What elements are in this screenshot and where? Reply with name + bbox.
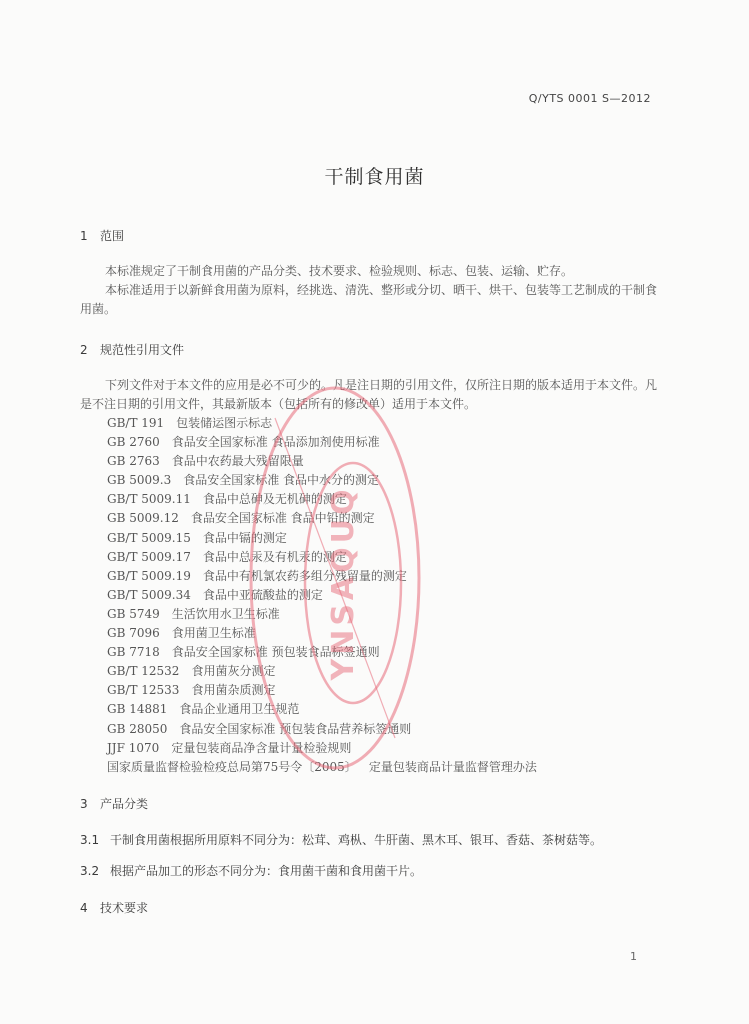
reference-code: GB 5009.3: [107, 473, 172, 488]
section-2-intro: 下列文件对于本文件的应用是必不可少的。凡是注日期的引用文件，仅所注日期的版本适用于本文件。凡是不注日期的引用文件，其最新版本（包括所有的修改单）适用于本文件。: [80, 378, 658, 411]
reference-title: 食品安全国家标准 食品中水分的测定: [183, 473, 380, 488]
reference-title: 食用菌卫生标准: [171, 626, 256, 641]
reference-code: GB 2763: [107, 454, 160, 469]
reference-title: 食品中亚硫酸盐的测定: [202, 587, 323, 602]
section-2-heading: [80, 341, 184, 358]
section-title: 产品分类: [100, 797, 149, 811]
clause-3-2: [80, 862, 422, 879]
reference-code: JJF 1070: [107, 740, 160, 755]
reference-title: 食用菌灰分测定: [191, 664, 276, 679]
reference-title: 食品安全国家标准 预包装食品标签通则: [171, 645, 380, 660]
clause-number: 3.2: [80, 864, 100, 878]
reference-code: GB 5749: [107, 606, 160, 621]
reference-title: 食品企业通用卫生规范: [179, 702, 300, 717]
clause-number: 3.1: [80, 833, 100, 847]
reference-code: GB 7096: [107, 626, 160, 641]
stamp-lettering: YNSAQUQ: [326, 485, 361, 681]
reference-title: 食品安全国家标准 预包装食品营养标签通则: [179, 721, 412, 736]
clause-text: 干制食用菌根据所用原料不同分为：松茸、鸡枞、牛肝菌、黑木耳、银耳、香菇、茶树菇等。: [110, 833, 603, 847]
section-1-heading: [80, 227, 124, 244]
reference-code: 国家质量监督检验检疫总局第75号令〔2005〕: [107, 759, 357, 774]
reference-title: 包装储运图示标志: [176, 416, 273, 430]
section-1-paragraph-1: 本标准规定了干制食用菌的产品分类、技术要求、检验规则、标志、包装、运输、贮存。: [105, 264, 574, 278]
reference-title: 食品中农药最大残留限量: [171, 454, 304, 469]
clause-3-1: [80, 831, 602, 848]
reference-code: GB/T 12533: [107, 683, 180, 698]
section-number: 4: [80, 901, 88, 915]
page-number: 1: [630, 950, 637, 963]
reference-title: 食品中总砷及无机砷的测定: [202, 492, 347, 507]
section-number: 1: [80, 229, 88, 243]
section-title: 规范性引用文件: [100, 343, 185, 357]
reference-title: 定量包装商品计量监督管理办法: [368, 759, 537, 774]
reference-code: GB/T 5009.34: [107, 587, 191, 602]
reference-title: 食品安全国家标准 食品中铅的测定: [190, 511, 375, 526]
section-number: 3: [80, 797, 88, 811]
reference-code: GB/T 5009.17: [107, 549, 191, 564]
reference-code: GB 7718: [107, 645, 160, 660]
reference-title: 食品中总汞及有机汞的测定: [202, 549, 347, 564]
reference-title: 定量包装商品净含量计量检验规则: [171, 740, 352, 755]
reference-code: GB/T 5009.15: [107, 530, 191, 545]
reference-code: GB 14881: [107, 702, 168, 717]
section-title: 范围: [100, 229, 125, 243]
reference-title: 食品中镉的测定: [202, 530, 287, 545]
section-4-heading: [80, 899, 148, 916]
section-title: 技术要求: [100, 901, 149, 915]
registration-stamp: [245, 378, 425, 778]
section-3-heading: [80, 795, 148, 812]
reference-title: 生活饮用水卫生标准: [171, 606, 280, 621]
reference-title: 食品中有机氯农药多组分残留量的测定: [202, 568, 407, 583]
reference-code: GB 28050: [107, 721, 168, 736]
reference-code: GB 2760: [107, 435, 160, 450]
reference-code: GB/T 5009.11: [107, 492, 191, 507]
reference-code: GB/T 191: [107, 416, 165, 430]
section-1-paragraph-2: 本标准适用于以新鲜食用菌为原料，经挑选、清洗、整形或分切、晒干、烘干、包装等工艺制成的干制食用菌。: [80, 283, 658, 316]
reference-code: GB 5009.12: [107, 511, 179, 526]
section-number: 2: [80, 343, 88, 357]
document-title: 干制食用菌: [324, 166, 425, 188]
reference-title: 食品安全国家标准 食品添加剂使用标准: [171, 435, 380, 450]
reference-code: GB/T 5009.19: [107, 568, 191, 583]
standard-code: Q/YTS 0001 S—2012: [528, 92, 651, 105]
clause-text: 根据产品加工的形态不同分为：食用菌干菌和食用菌干片。: [110, 864, 423, 878]
reference-title: 食用菌杂质测定: [191, 683, 276, 698]
reference-code: GB/T 12532: [107, 664, 180, 679]
